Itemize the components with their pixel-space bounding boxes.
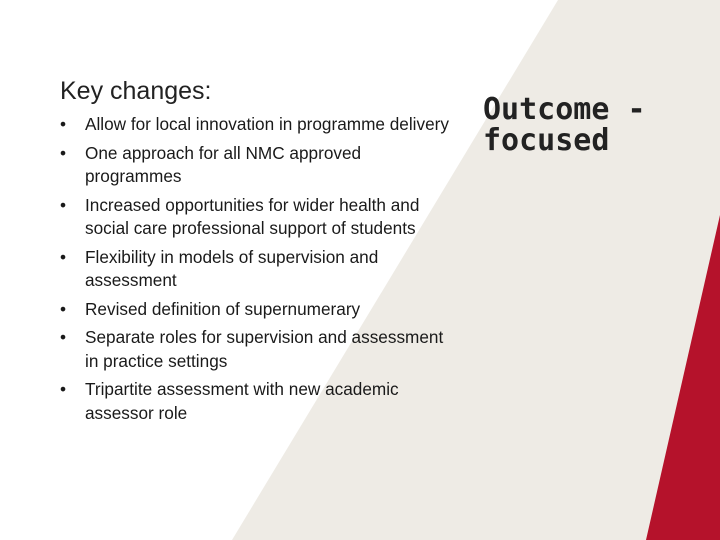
bullet-text: Tripartite assessment with new academic assessor role xyxy=(85,379,399,423)
list-item xyxy=(60,142,460,189)
list-item xyxy=(60,298,460,322)
list-item xyxy=(60,326,460,373)
bullet-glyph: • xyxy=(60,114,67,134)
slide-heading: Key changes: xyxy=(60,77,212,105)
bullet-text: Revised definition of supernumerary xyxy=(85,298,361,319)
bullet-glyph: • xyxy=(60,298,67,319)
bullet-glyph: • xyxy=(60,379,67,399)
key-changes-list xyxy=(60,113,460,430)
outcome-focused-title: Outcome - focused xyxy=(483,92,646,158)
bullet-text: Separate roles for supervision and assessment in practice settings xyxy=(85,327,444,371)
list-item xyxy=(60,246,460,293)
list-item xyxy=(60,113,460,137)
bullet-glyph: • xyxy=(60,194,67,215)
list-item xyxy=(60,378,460,425)
list-item xyxy=(60,194,460,241)
bullet-text: Increased opportunities for wider health and social care professional support of students xyxy=(85,194,420,238)
bullet-text: Allow for local innovation in programme delivery xyxy=(85,114,449,134)
bullet-glyph: • xyxy=(60,142,67,163)
bullet-text: One approach for all NMC approved programmes xyxy=(85,142,362,186)
bullet-glyph: • xyxy=(60,246,67,267)
bullet-text: Flexibility in models of supervision and assessment xyxy=(85,246,379,290)
bullet-glyph: • xyxy=(60,327,67,347)
